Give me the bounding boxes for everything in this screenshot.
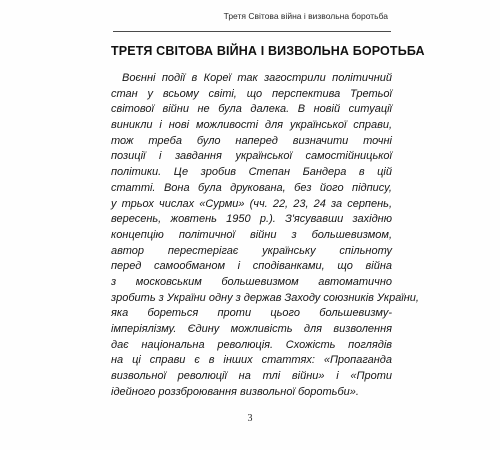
text-line: у трьох числах «Сурми» (чч. 22, 23, 24 за серпень, xyxy=(111,197,392,210)
text-line: автор перестерігає українську спільноту xyxy=(111,244,392,257)
text-line: виникли і нові можливості для української справи, xyxy=(111,119,392,132)
text-line: ідейного роззброювання визвольної боротьби». xyxy=(111,385,359,398)
text-line: з московським большевизмом автоматично xyxy=(111,275,392,288)
text-line: визвольної революції на тлі війни» і «Проти xyxy=(111,370,392,383)
text-line: зробить з України одну з держав Заходу союзників України, xyxy=(111,291,419,304)
text-line: яка бореться проти цього большевизму- xyxy=(111,307,392,320)
text-line: концепцію політичної війни з большевизмом, xyxy=(111,228,392,241)
running-header: Третя Світова війна і визвольна боротьба xyxy=(223,11,388,21)
text-line: на ці справи є в інших статтях: «Пропаганда xyxy=(111,354,392,367)
text-line: вересень, жовтень 1950 р.). З'ясувавши західню xyxy=(111,213,392,226)
text-line: дає національна революція. Схожість поглядів xyxy=(111,338,392,351)
chapter-title: ТРЕТЯ СВІТОВА ВІЙНА І ВИЗВОЛЬНА БОРОТЬБА xyxy=(111,44,425,58)
header-divider xyxy=(113,31,391,32)
text-line: Воєнні події в Кореї так загострили політичний xyxy=(122,72,392,84)
text-line: статті. Вона була друкована, без його підпису, xyxy=(111,181,392,194)
page-number: 3 xyxy=(247,413,253,424)
text-line: перед самообманом і сподіванками, що війна xyxy=(111,260,392,273)
text-line: світової війни не була далека. В новій ситуації xyxy=(111,103,392,116)
text-line: стан у всьому світі, що перспектива Третьої xyxy=(111,87,392,100)
text-line: позиції і завдання української самостійницької xyxy=(111,150,392,163)
text-line: імперіялізму. Єдину можливість для визволення xyxy=(111,323,392,335)
text-line: політики. Це зробив Степан Бандера в цій xyxy=(111,166,392,179)
text-line: тож треба було наперед визначити точні xyxy=(111,134,392,147)
body-paragraph xyxy=(111,71,419,400)
